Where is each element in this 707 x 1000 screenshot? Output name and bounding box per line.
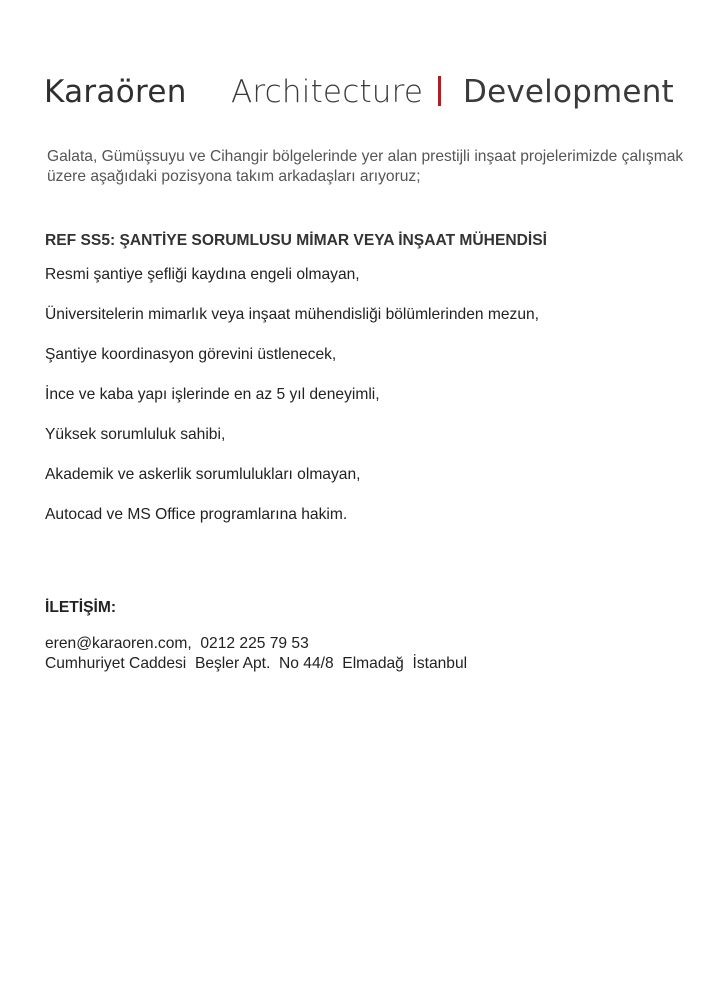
page-header [44, 70, 684, 114]
intro-paragraph: Galata, Gümüşsuyu ve Cihangir bölgelerinde yer alan prestijli inşaat projelerimizde çalışmak üzere aşağıdaki pozisyona takım arkadaşları arıyoruz; [47, 148, 684, 185]
requirement-item: Üniversitelerin mimarlık veya inşaat mühendisliği bölümlerinden mezun, [45, 306, 540, 323]
requirement-item: Şantiye koordinasyon görevini üstlenecek, [45, 346, 337, 363]
position-title: REF SS5: ŞANTİYE SORUMLUSU MİMAR VEYA İNŞAAT MÜHENDİSİ [45, 232, 547, 249]
requirement-item: Autocad ve MS Office programlarına hakim. [45, 506, 348, 523]
header-architecture: Architecture [231, 74, 424, 110]
contact-title: İLETİŞİM: [45, 599, 117, 616]
requirement-item: Resmi şantiye şefliği kaydına engeli olmayan, [45, 266, 360, 283]
requirement-item: Yüksek sorumluluk sahibi, [45, 426, 226, 443]
contact-email-phone: eren@karaoren.com, 0212 225 79 53 [45, 635, 309, 652]
requirement-item: İnce ve kaba yapı işlerinde en az 5 yıl deneyimli, [45, 386, 380, 403]
brand-name: Karaören [44, 74, 187, 110]
requirement-item: Akademik ve askerlik sorumlulukları olmayan, [45, 466, 361, 483]
contact-address: Cumhuriyet Caddesi Beşler Apt. No 44/8 Elmadağ İstanbul [45, 655, 468, 672]
header-divider [438, 76, 441, 106]
header-development: Development [463, 74, 674, 110]
requirements-list [45, 265, 539, 545]
